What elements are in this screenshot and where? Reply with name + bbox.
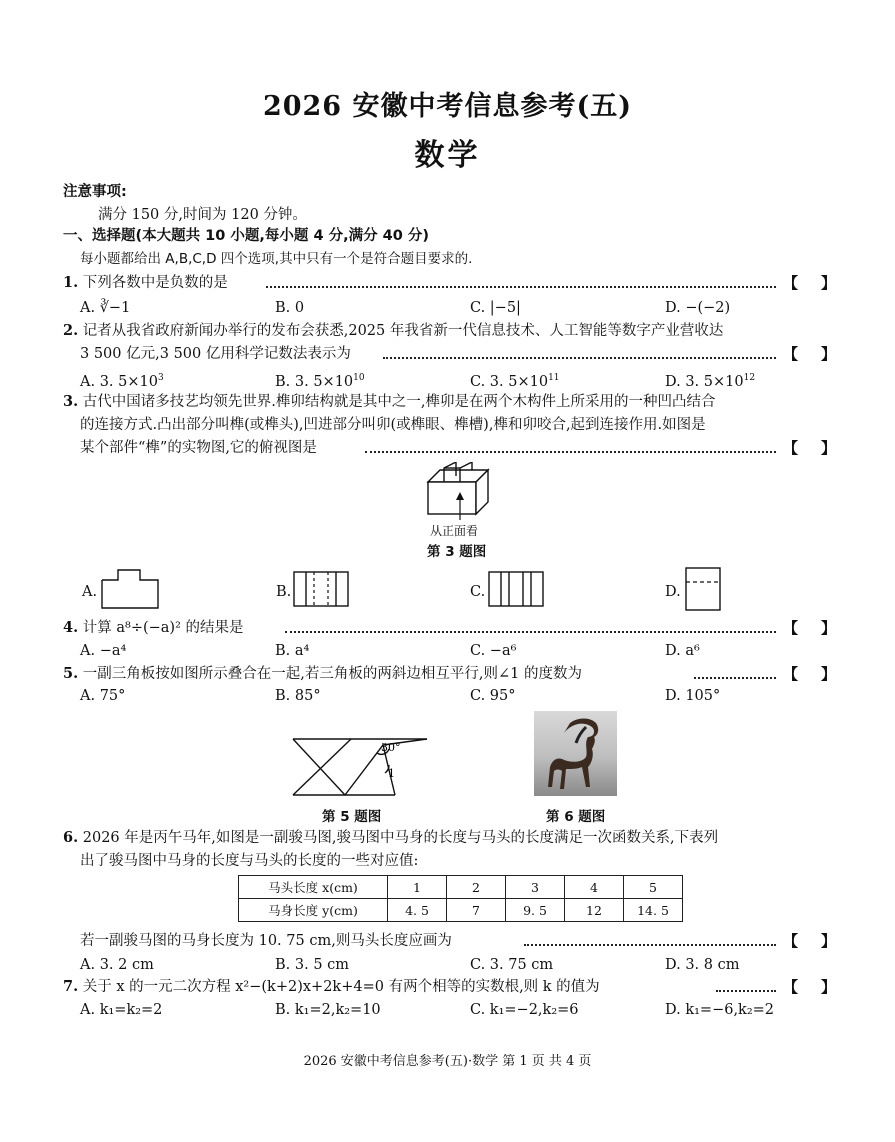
q4-option-a[interactable]: A. −a⁴ — [80, 643, 127, 659]
q2-leader — [383, 357, 776, 359]
angle-1-label: 1 — [388, 767, 395, 780]
angle-30-label: 30° — [381, 741, 401, 754]
q3-option-a-label[interactable]: A. — [82, 584, 98, 600]
q4-leader — [285, 631, 776, 633]
q7-option-a[interactable]: A. k₁=k₂=2 — [80, 1002, 163, 1018]
q2-option-b[interactable]: B. 3. $5\times 10^{10}$ — [275, 373, 365, 390]
notice-text: 满分 150 分,时间为 120 分钟。 — [98, 207, 307, 223]
q5-option-b[interactable]: B. 85° — [275, 688, 321, 704]
subject-title: 数学 — [414, 138, 481, 173]
q1-option-d[interactable]: D. −(−2) — [665, 300, 731, 316]
q5-answer-bracket[interactable]: 【 】 — [783, 665, 837, 683]
q5-figure-caption: 第 5 题图 — [322, 809, 382, 825]
q3-option-a-figure[interactable] — [100, 568, 160, 610]
q5-option-c[interactable]: C. 95° — [470, 688, 516, 704]
q5-leader — [694, 677, 776, 679]
q7-option-d[interactable]: D. k₁=−6,k₂=2 — [665, 1002, 775, 1018]
q7-stem: 7. 关于 x 的一元二次方程 x²−(k+2)x+2k+4=0 有两个相等的实数根,则 k 的值为 — [63, 978, 600, 995]
section-heading: 一、选择题(本大题共 10 小题,每小题 4 分,满分 40 分) — [63, 228, 430, 244]
q6-option-b[interactable]: B. 3. 5 cm — [275, 957, 350, 973]
q2-line2: 3 500 亿元,3 500 亿用科学记数法表示为 — [80, 346, 351, 362]
table-header: 马头长度 x(cm) — [239, 876, 388, 899]
page-title: 2026 安徽中考信息参考(五) — [262, 91, 633, 122]
q6-answer-bracket[interactable]: 【 】 — [783, 932, 837, 950]
q2-option-a[interactable]: A. 3. $5\times 10^3$ — [80, 373, 164, 390]
q5-option-a[interactable]: A. 75° — [80, 688, 126, 704]
q1-number: 1. — [63, 274, 79, 291]
q6-line1: 6. 2026 年是丙午马年,如图是一副骏马图,骏马图中马身的长度与马头的长度满足一次函数关系,下表列 — [63, 829, 719, 846]
q4-option-b[interactable]: B. a⁴ — [275, 643, 310, 659]
tenon-3d-figure — [420, 462, 500, 522]
notice-heading: 注意事项: — [63, 184, 127, 200]
q2-line1: 2. 记者从我省政府新闻办举行的发布会获悉,2025 年我省新一代信息技术、人工智能等数字产业营收达 — [63, 322, 724, 339]
q3-line3: 某个部件“榫”的实物图,它的俯视图是 — [80, 440, 317, 456]
q4-option-d[interactable]: D. a⁶ — [665, 643, 700, 659]
q4-stem: 4. 计算 a⁸÷(−a)² 的结果是 — [63, 619, 244, 636]
q1-stem — [63, 273, 228, 293]
q1-option-b[interactable]: B. 0 — [275, 300, 305, 316]
q7-leader — [716, 990, 776, 992]
q3-figure-caption: 第 3 题图 — [427, 544, 487, 560]
q3-leader — [365, 451, 776, 453]
q1-text: 下列各数中是负数的是 — [82, 275, 228, 291]
q3-view-label: 从正面看 — [430, 524, 479, 538]
q5-option-d[interactable]: D. 105° — [665, 688, 721, 704]
q6-option-d[interactable]: D. 3. 8 cm — [665, 957, 740, 973]
horse-icon — [534, 711, 617, 796]
table-row: 马身长度 y(cm) 4. 5 7 9. 5 12 14. 5 — [239, 899, 683, 922]
triangle-set-figure — [285, 733, 435, 803]
q3-line1: 3. 古代中国诸多技艺均领先世界.榫卯结构就是其中之一,榫卯是在两个木构件上所采用的一种凹凸结合 — [63, 393, 716, 410]
q6-option-c[interactable]: C. 3. 75 cm — [470, 957, 554, 973]
q1-option-c[interactable]: C. |−5| — [470, 300, 521, 316]
q1-option-a[interactable]: A. ∛−1 — [80, 300, 131, 316]
q3-option-b-label[interactable]: B. — [276, 584, 292, 600]
q3-option-d-figure[interactable] — [684, 566, 722, 612]
q1-answer-bracket[interactable]: 【 】 — [783, 274, 837, 292]
q6-option-a[interactable]: A. 3. 2 cm — [80, 957, 154, 973]
q2-answer-bracket[interactable]: 【 】 — [783, 345, 837, 363]
section-instruction: 每小题都给出 A,B,C,D 四个选项,其中只有一个是符合题目要求的. — [80, 251, 473, 267]
horse-painting-image — [534, 711, 617, 796]
q3-line2: 的连接方式.凸出部分叫榫(或榫头),凹进部分叫卯(或榫眼、榫槽),榫和卯咬合,起到连接作用.如图是 — [80, 417, 706, 433]
table-row: 马头长度 x(cm) 1 2 3 4 5 — [239, 876, 683, 899]
q3-option-b-figure[interactable] — [292, 570, 350, 608]
q7-answer-bracket[interactable]: 【 】 — [783, 978, 837, 996]
q3-option-c-figure[interactable] — [487, 570, 545, 608]
q6-line2: 出了骏马图中马身的长度与马头的长度的一些对应值: — [80, 853, 419, 869]
horse-length-table — [238, 875, 683, 922]
q4-answer-bracket[interactable]: 【 】 — [783, 619, 837, 637]
q6-figure-caption: 第 6 题图 — [546, 809, 606, 825]
q1-leader — [266, 286, 776, 288]
q3-option-c-label[interactable]: C. — [470, 584, 486, 600]
table-header: 马身长度 y(cm) — [239, 899, 388, 922]
q6-leader — [524, 944, 776, 946]
q3-option-d-label[interactable]: D. — [665, 584, 681, 600]
q3-answer-bracket[interactable]: 【 】 — [783, 439, 837, 457]
q7-option-b[interactable]: B. k₁=2,k₂=10 — [275, 1002, 381, 1018]
q7-option-c[interactable]: C. k₁=−2,k₂=6 — [470, 1002, 579, 1018]
q4-option-c[interactable]: C. −a⁶ — [470, 643, 517, 659]
q2-option-d[interactable]: D. 3. $5\times 10^{12}$ — [665, 373, 756, 390]
q5-stem: 5. 一副三角板按如图所示叠合在一起,若三角板的两斜边相互平行,则∠1 的度数为 — [63, 665, 582, 682]
q6-line3: 若一副骏马图的马身长度为 10. 75 cm,则马头长度应画为 — [80, 933, 452, 949]
page-footer: 2026 安徽中考信息参考(五)·数学 第 1 页 共 4 页 — [303, 1054, 592, 1069]
q2-option-c[interactable]: C. 3. $5\times 10^{11}$ — [470, 373, 560, 390]
